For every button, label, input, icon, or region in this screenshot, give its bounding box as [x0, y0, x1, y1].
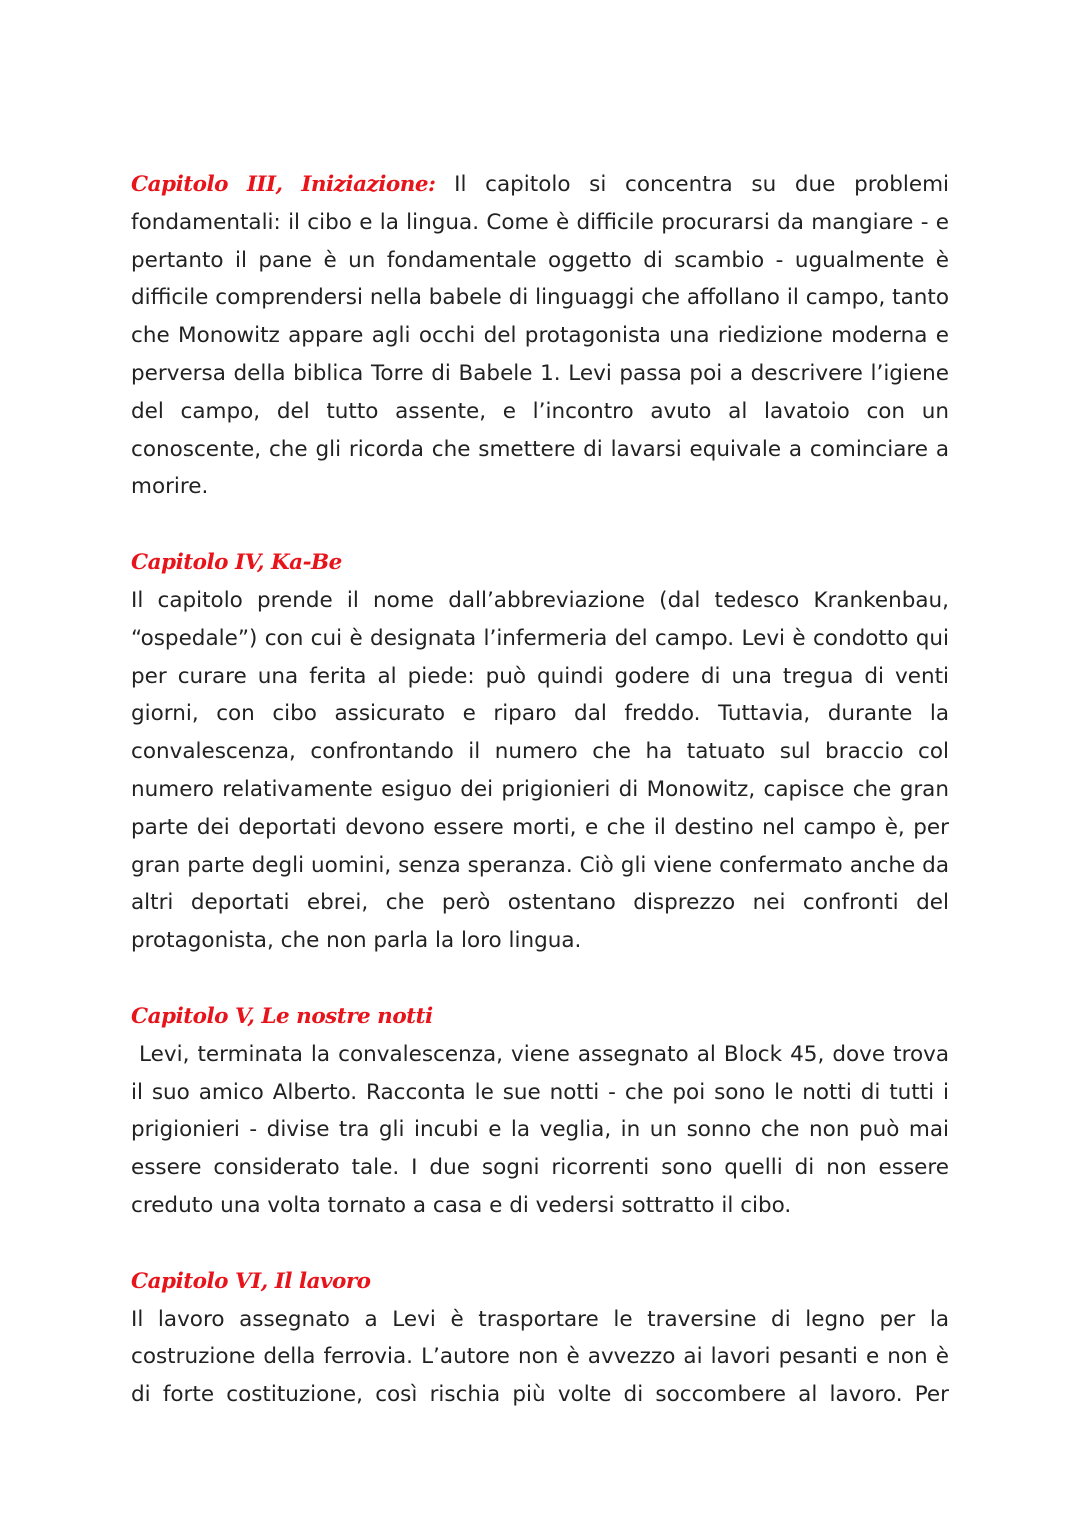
chapter-section-5 — [131, 998, 956, 1225]
chapter-section-4 — [131, 544, 949, 960]
chapter-body: Levi, terminata la convalescenza, viene assegnato al Block 45, dove trova il suo amico Alberto. Racconta le sue notti - che poi sono le notti di tutti i prigionieri - divise tra gli incubi e la veglia, in un sonno che non può mai essere considerato tale. I due sogni ricorrenti sono quelli di non essere creduto una volta tornato a casa e di vedersi sottratto il cibo. — [131, 1041, 956, 1218]
chapter-paragraph — [131, 166, 949, 506]
chapter-heading: Capitolo IV, Ka-Be — [131, 550, 342, 576]
chapter-body: Il capitolo si concentra su due problemi fondamentali: il cibo e la lingua. Come è difficile procurarsi da mangiare - e pertanto il pane è un fondamentale oggetto di scambio - ugualmente è difficile comprendersi nella babele di linguaggi che affollano il campo, tanto che Monowitz appare agli occhi del protagonista una riedizione moderna e perversa della biblica Torre di Babele 1. Levi passa poi a descrivere l’igiene del campo, del tutto assente, e l’incontro avuto al lavatoio con un conoscente, che gli ricorda che smettere di lavarsi equivale a cominciare a morire. — [131, 172, 950, 500]
chapter-body: Il capitolo prende il nome dall’abbreviazione (dal tedesco Krankenbau, “ospedale”) con cui è designata l’infermeria del campo. Levi è condotto qui per curare una ferita al piede: può quindi godere di una tregua di venti giorni, con cibo assicurato e riparo dal freddo. Tuttavia, durante la convalescenza, confrontando il numero che ha tatuato sul braccio col numero relativamente esiguo dei prigionieri di Monowitz, capisce che gran parte dei deportati devono essere morti, e che il destino nel campo è, per gran parte degli uomini, senza speranza. Ciò gli viene confermato anche da altri deportati ebrei, che però ostentano disprezzo nei confronti del protagonista, che non parla la loro lingua. — [131, 587, 949, 954]
chapter-heading: Capitolo VI, Il lavoro — [131, 1268, 371, 1294]
document-page — [131, 166, 956, 1414]
chapter-section-3 — [131, 166, 949, 506]
chapter-section-6 — [131, 1263, 949, 1414]
chapter-body: Il lavoro assegnato a Levi è trasportare le traversine di legno per la costruzione della ferrovia. L’autore non è avvezzo ai lavori pesanti e non è di forte costituzione, così rischia più volte di soccombere al lavoro. Per — [131, 1306, 949, 1408]
chapter-heading: Capitolo III, Iniziazione: — [131, 172, 436, 197]
chapter-heading: Capitolo V, Le nostre notti — [131, 1003, 433, 1029]
